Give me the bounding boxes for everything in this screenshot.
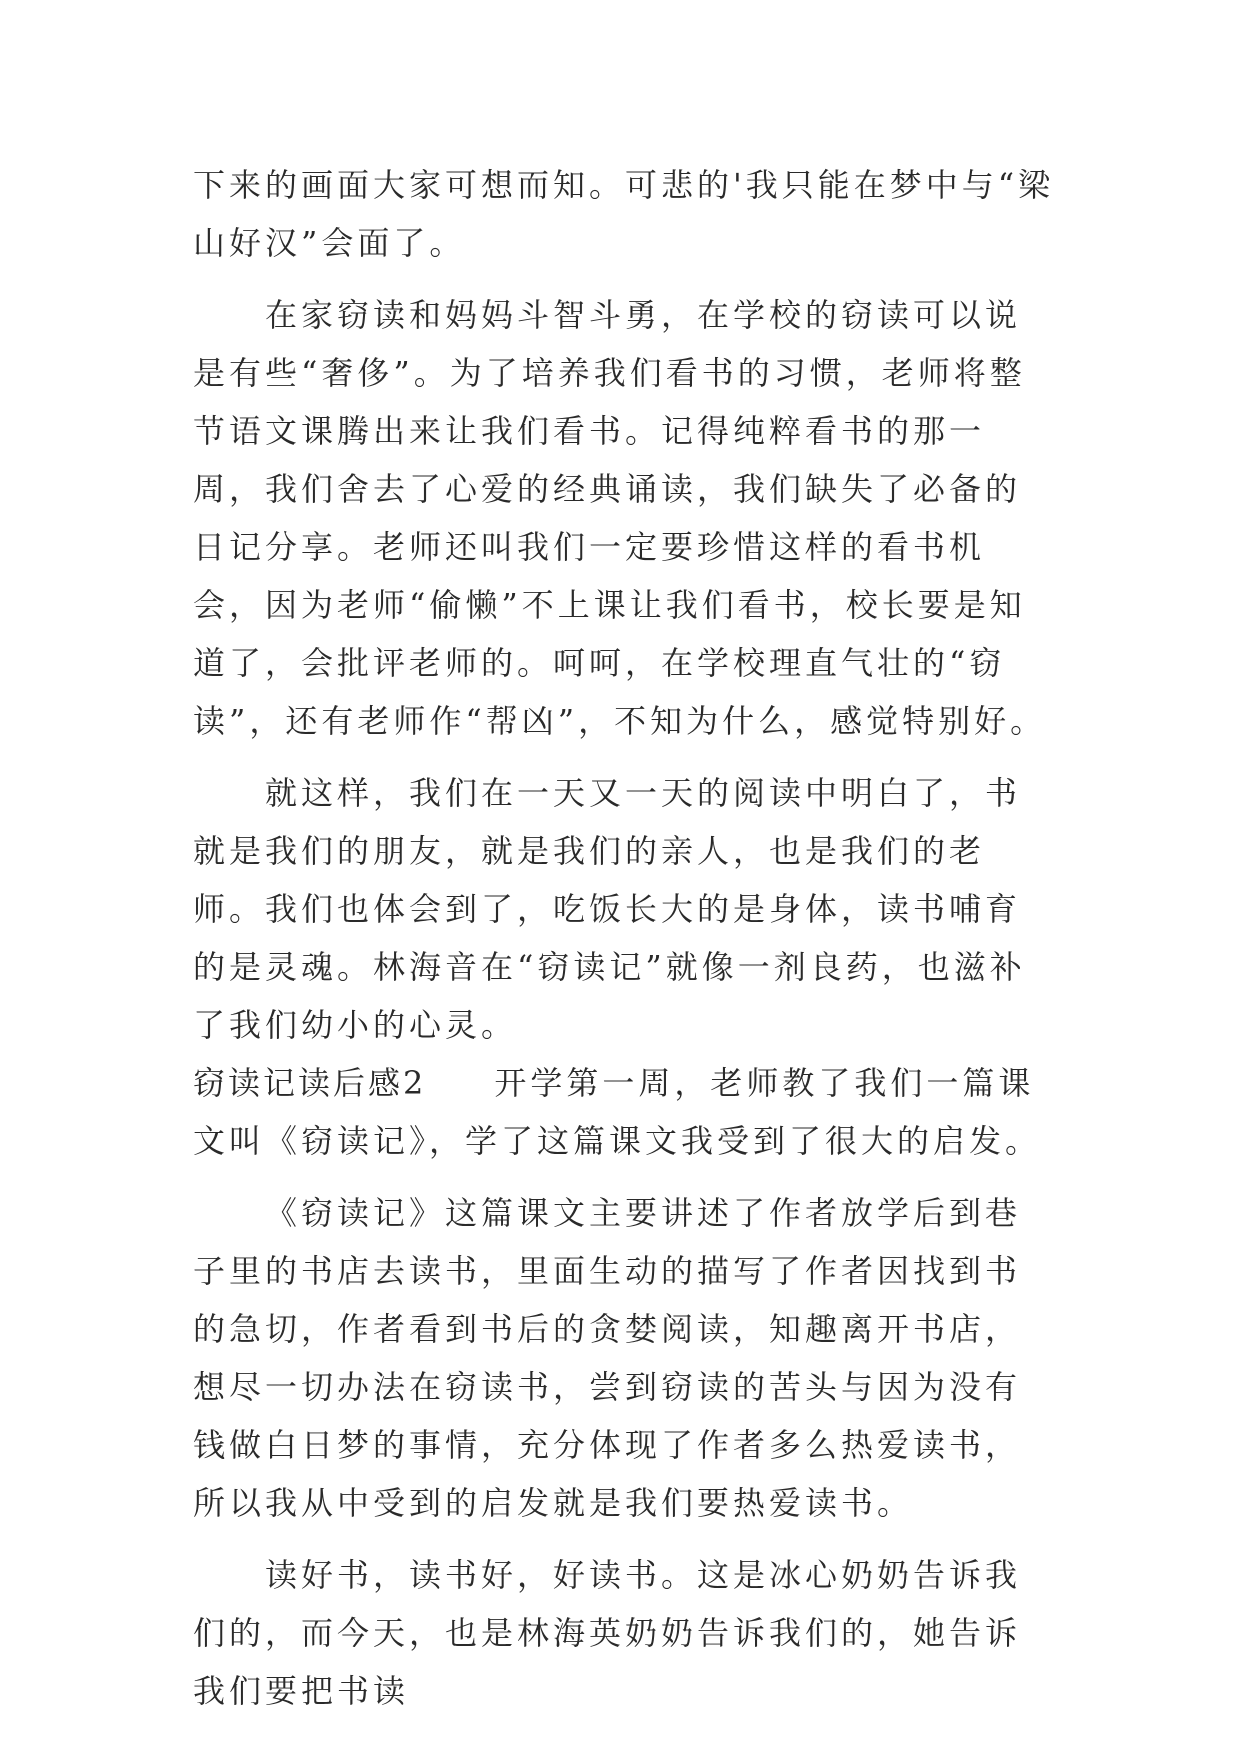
section-title: 窃读记读后感2 <box>193 1064 427 1102</box>
paragraph-3: 就这样，我们在一天又一天的阅读中明白了，书就是我们的朋友，就是我们的亲人，也是我们的老师。我们也体会到了，吃饭长大的是身体，读书哺育的是灵魂。林海音在“窃读记”就像一剂良药，也滋补了我们幼小的心灵。 <box>193 774 1026 1044</box>
paragraph-1: 下来的画面大家可想而知。可悲的'我只能在梦中与“梁山好汉”会面了。 <box>193 166 1055 262</box>
paragraph-6: 读好书，读书好，好读书。这是冰心奶奶告诉我们的，而今天，也是林海英奶奶告诉我们的，她告诉我们要把书读 <box>193 1556 1022 1710</box>
paragraph-5: 《窃读记》这篇课文主要讲述了作者放学后到巷子里的书店去读书，里面生动的描写了作者因找到书的急切，作者看到书后的贪婪阅读，知趣离开书店，想尽一切办法在窃读书，尝到窃读的苦头与因为没有钱做白日梦的事情，充分体现了作者多么热爱读书，所以我从中受到的启发就是我们要热爱读书。 <box>193 1194 1022 1522</box>
section-heading-paragraph <box>193 1054 1055 1170</box>
document-body <box>193 156 1055 1720</box>
section-first-text: 开学第一周，老师教了我们一篇课文叫《窃读记》，学了这篇课文我受到了很大的启发。 <box>193 1064 1042 1160</box>
paragraph-2: 在家窃读和妈妈斗智斗勇，在学校的窃读可以说是有些“奢侈”。为了培养我们看书的习惯，老师将整节语文课腾出来让我们看书。记得纯粹看书的那一周，我们舍去了心爱的经典诵读，我们缺失了必备的日记分享。老师还叫我们一定要珍惜这样的看书机会，因为老师“偷懒”不上课让我们看书，校长要是知道了，会批评老师的。呵呵，在学校理直气壮的“窃读”，还有老师作“帮凶”，不知为什么，感觉特别好。 <box>193 296 1047 740</box>
